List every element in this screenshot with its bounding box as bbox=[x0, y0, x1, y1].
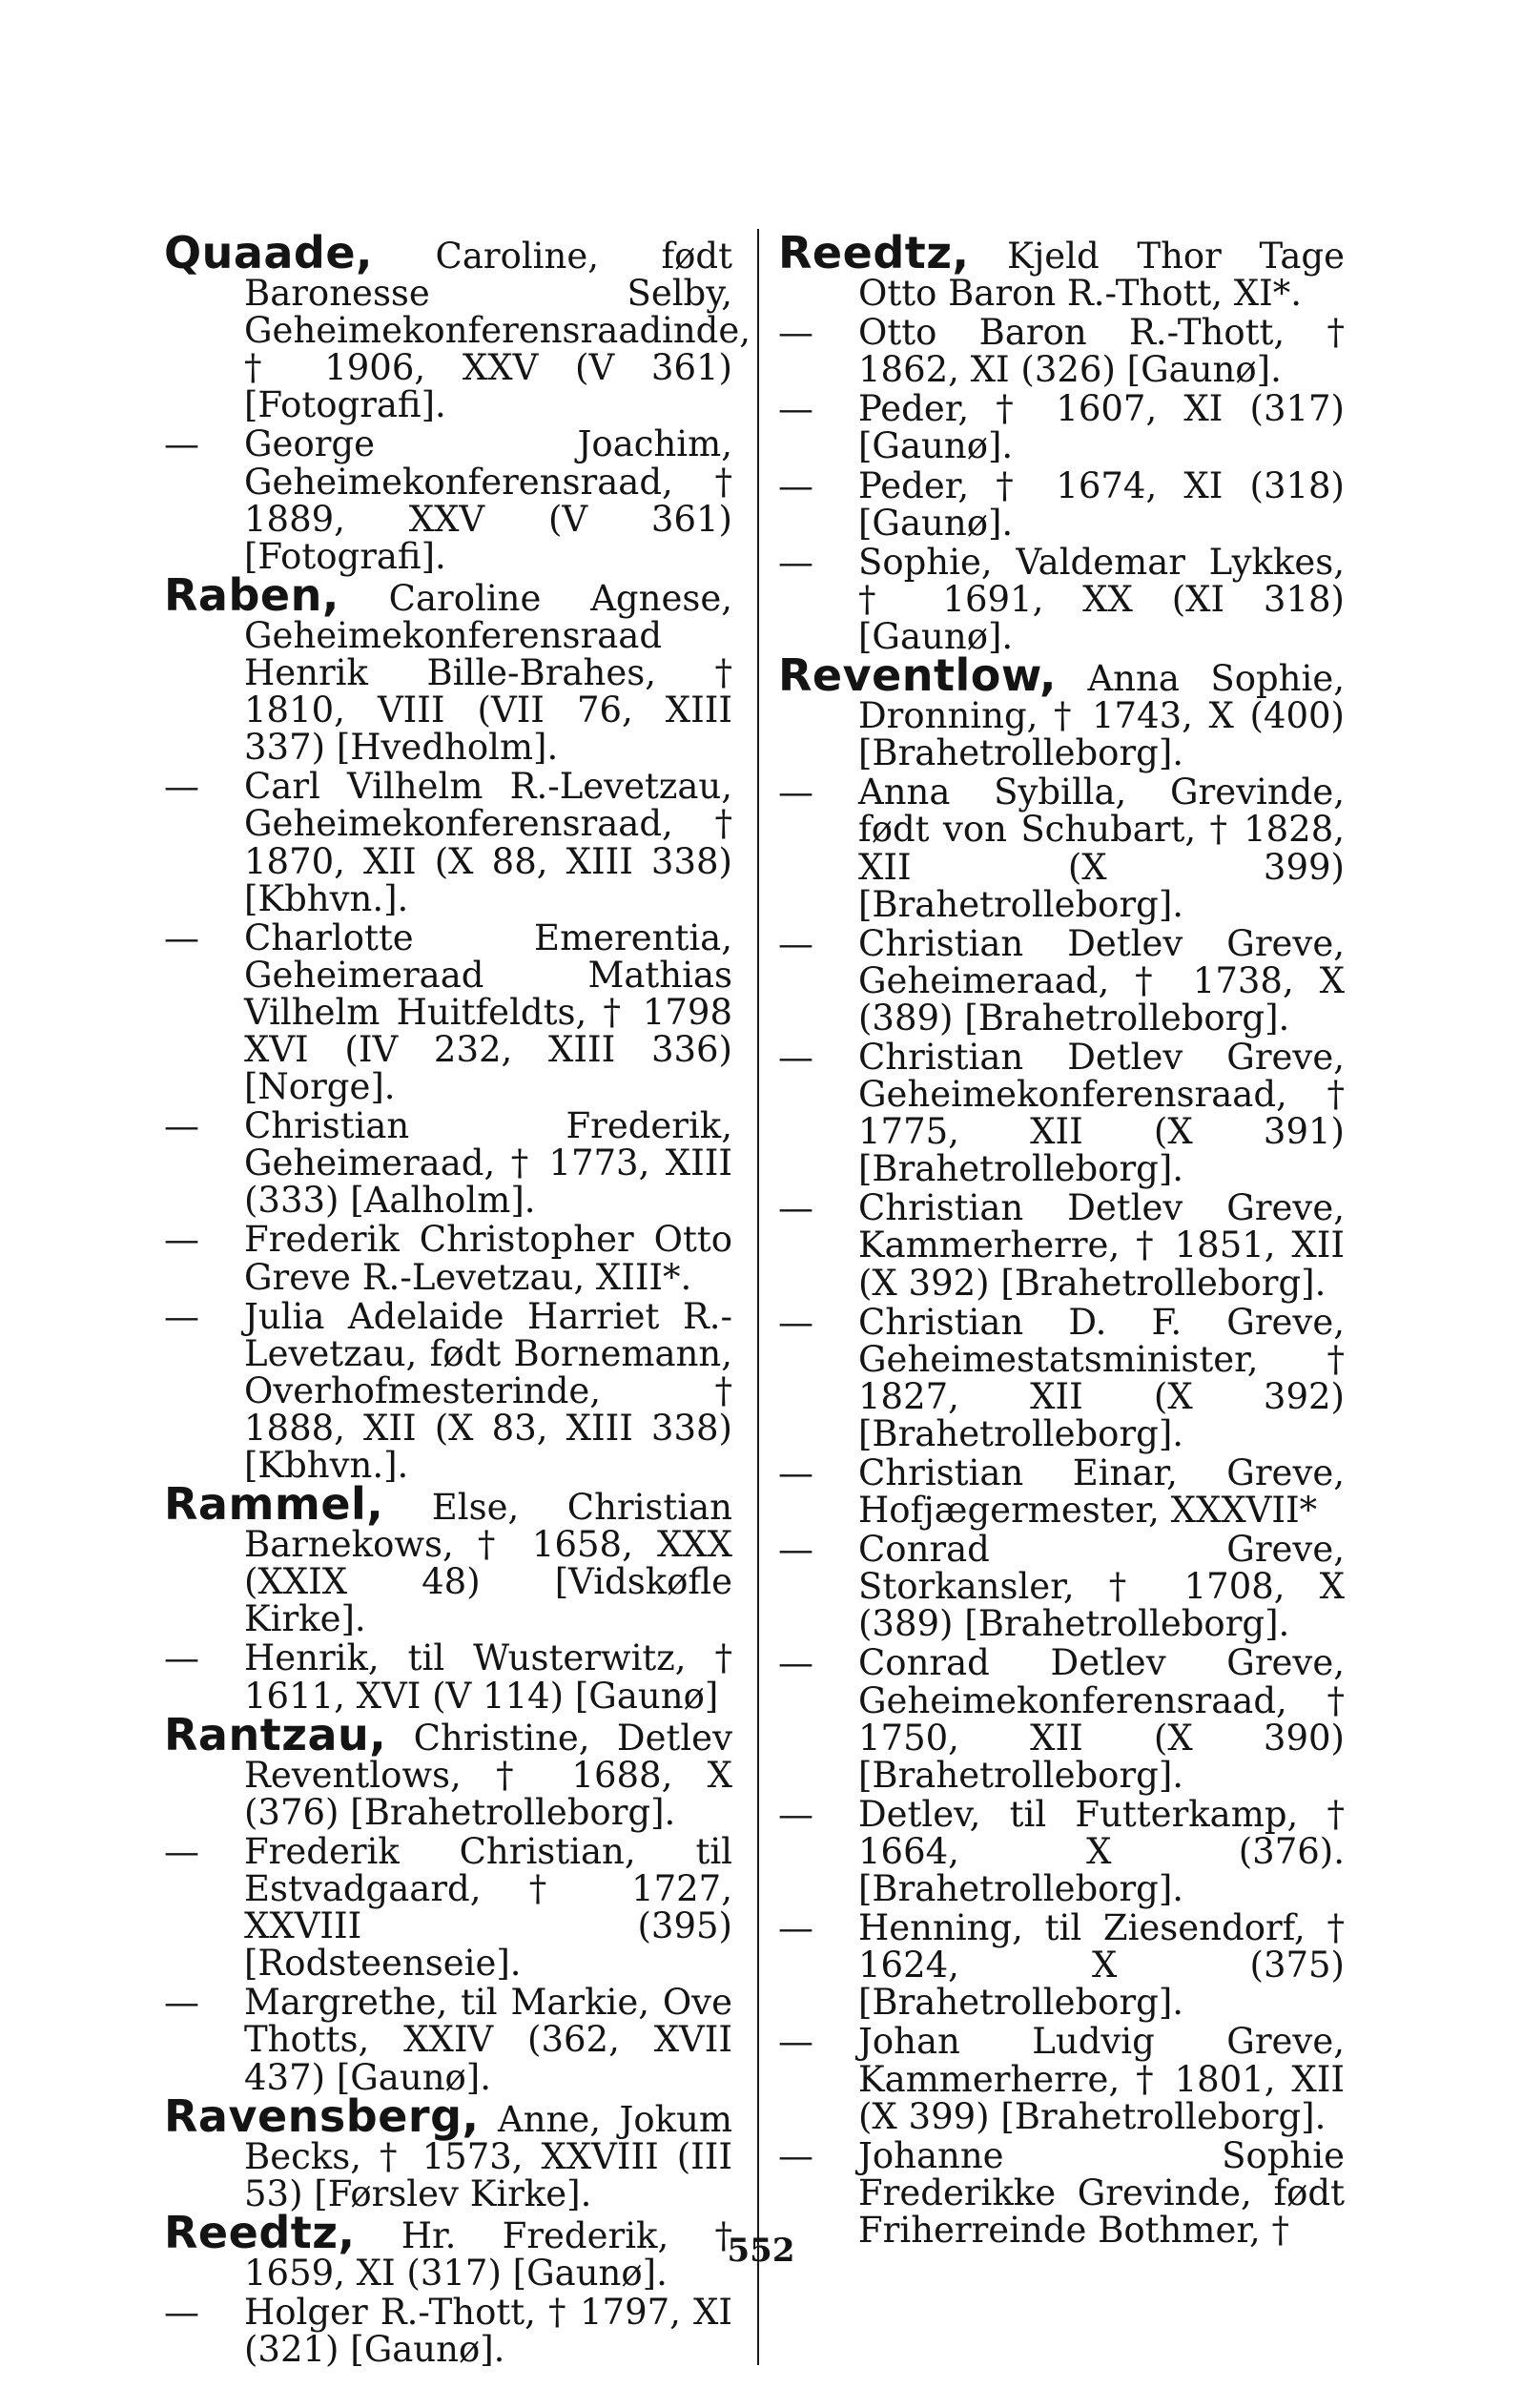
index-subentry bbox=[778, 1187, 1345, 1304]
index-subentry bbox=[778, 1793, 1345, 1910]
index-subentry bbox=[778, 312, 1345, 391]
entry-text: Anne, Jokum Becks, † 1573, XXVIII (III 53) [Førslev Kirke]. bbox=[244, 2098, 732, 2214]
entry-dash: — bbox=[164, 1637, 199, 1679]
page-number: 552 bbox=[727, 2232, 795, 2270]
entry-dash: — bbox=[778, 388, 813, 430]
index-entry bbox=[164, 568, 732, 769]
entry-text: Margrethe, til Markie, Ove Thotts, XXIV (362, XVII 437) [Gaunø]. bbox=[244, 1982, 732, 2098]
entry-text: Kjeld Thor Tage Otto Baron R.-Thott, XI*. bbox=[858, 236, 1345, 315]
entry-text: Henning, til Ziesendorf, † 1624, X (375) [Brahetrolleborg]. bbox=[858, 1907, 1345, 2024]
entry-dash: — bbox=[778, 1187, 813, 1229]
entry-text: Holger R.-Thott, † 1797, XI (321) [Gaunø]. bbox=[244, 2292, 732, 2371]
entry-dash: — bbox=[778, 2134, 813, 2176]
entry-text: Conrad Greve, Storkansler, † 1708, X (389) [Brahetrolleborg]. bbox=[858, 1529, 1345, 1645]
entry-dash: — bbox=[778, 1642, 813, 1684]
entry-text: Peder, † 1607, XI (317) [Gaunø]. bbox=[858, 388, 1345, 467]
entry-dash: — bbox=[778, 1529, 813, 1571]
entry-text: Carl Vilhelm R.-Levetzau, Geheimekonferensraad, † 1870, XII (X 88, XIII 338) [Kbhvn.]. bbox=[244, 766, 732, 919]
entry-text: Anna Sybilla, Grevinde, født von Schubart, † 1828, XII (X 399) [Brahetrolleborg]. bbox=[858, 772, 1345, 925]
entry-dash: — bbox=[164, 916, 199, 958]
entry-text: Anna Sophie, Dronning, † 1743, X (400) [Brahetrolleborg]. bbox=[858, 658, 1345, 774]
index-subentry bbox=[778, 1452, 1345, 1532]
index-subentry bbox=[164, 1982, 732, 2098]
index-subentry bbox=[778, 541, 1345, 657]
entry-text: Johan Ludvig Greve, Kammerherre, † 1801, XII (X 399) [Brahetrolleborg]. bbox=[858, 2021, 1345, 2137]
entry-text: Christian Detlev Greve, Geheimeraad, † 1738, X (389) [Brahetrolleborg]. bbox=[858, 922, 1345, 1039]
index-subentry bbox=[778, 388, 1345, 467]
entry-dash: — bbox=[164, 1830, 199, 1872]
entry-surname: Ravensberg, bbox=[164, 2089, 480, 2142]
entry-dash: — bbox=[164, 1219, 199, 1261]
entry-dash: — bbox=[164, 1982, 199, 2024]
entry-text: Christian Detlev Greve, Kammerherre, † 1851, XII (X 392) [Brahetrolleborg]. bbox=[858, 1187, 1345, 1304]
entry-dash: — bbox=[778, 541, 813, 583]
entry-text: Frederik Christopher Otto Greve R.-Levetzau, XIII*. bbox=[244, 1219, 732, 1298]
entry-dash: — bbox=[778, 312, 813, 354]
entry-dash: — bbox=[778, 922, 813, 964]
entry-text: Peder, † 1674, XI (318) [Gaunø]. bbox=[858, 464, 1345, 544]
index-entry bbox=[164, 2089, 732, 2214]
entry-dash: — bbox=[164, 766, 199, 808]
index-subentry bbox=[164, 1830, 732, 1985]
entry-dash: — bbox=[164, 1295, 199, 1337]
entry-surname: Reventlow, bbox=[778, 649, 1057, 702]
index-subentry bbox=[778, 1036, 1345, 1190]
index-subentry bbox=[164, 1295, 732, 1486]
index-entry bbox=[164, 1478, 732, 1640]
entry-surname: Quaade, bbox=[164, 227, 374, 278]
index-subentry bbox=[778, 922, 1345, 1039]
entry-text: Christian Einar, Greve, Hofjægermester, XXXVII* bbox=[858, 1452, 1345, 1532]
index-subentry bbox=[164, 423, 732, 577]
entry-surname: Reedtz, bbox=[164, 2206, 356, 2258]
entry-text: Henrik, til Wusterwitz, † 1611, XVI (V 114) [Gaunø] bbox=[244, 1637, 732, 1717]
entry-text: Detlev, til Futterkamp, † 1664, X (376). [Brahetrolleborg]. bbox=[858, 1793, 1345, 1910]
index-subentry bbox=[778, 2021, 1345, 2137]
index-subentry bbox=[778, 1529, 1345, 1645]
entry-text: Christine, Detlev Reventlows, † 1688, X (376) [Brahetrolleborg]. bbox=[244, 1717, 732, 1833]
entry-text: Charlotte Emerentia, Geheimeraad Mathias Vilhelm Huitfeldts, † 1798 XVI (IV 232, XIII 336) [Norge]. bbox=[244, 916, 732, 1108]
entry-dash: — bbox=[778, 2021, 813, 2063]
entry-surname: Rantzau, bbox=[164, 1708, 387, 1760]
entry-text: Otto Baron R.-Thott, † 1862, XI (326) [Gaunø]. bbox=[858, 312, 1345, 391]
entry-text: Julia Adelaide Harriet R.-Levetzau, født Bornemann, Overhofmesterinde, † 1888, XII (X 83, XIII 338) [Kbhvn.]. bbox=[244, 1295, 732, 1486]
entry-text: Johanne Sophie Frederikke Grevinde, født Friherreinde Bothmer, † bbox=[858, 2134, 1345, 2251]
entry-text: Conrad Detlev Greve, Geheimekonferensraad, † 1750, XII (X 390) [Brahetrolleborg]. bbox=[858, 1642, 1345, 1796]
entry-text: Christian Detlev Greve, Geheimekonferensraad, † 1775, XII (X 391) [Brahetrolleborg]. bbox=[858, 1036, 1345, 1190]
index-subentry bbox=[778, 464, 1345, 544]
index-subentry bbox=[164, 916, 732, 1108]
entry-text: George Joachim, Geheimekonferensraad, † 1889, XXV (V 361) [Fotografi]. bbox=[244, 423, 732, 577]
entry-dash: — bbox=[778, 1907, 813, 1949]
entry-surname: Rammel, bbox=[164, 1478, 384, 1531]
entry-text: Else, Christian Barnekows, † 1658, XXX (XXIX 48) [Vidskøfle Kirke]. bbox=[244, 1487, 732, 1640]
entry-dash: — bbox=[778, 1301, 813, 1343]
entry-dash: — bbox=[164, 1105, 199, 1147]
entry-text: Caroline, født Baronesse Selby, Geheimekonferensraadinde, † 1906, XXV (V 361) [Fotografi]. bbox=[244, 236, 751, 426]
index-subentry bbox=[164, 1637, 732, 1717]
entry-text: Sophie, Valdemar Lykkes, † 1691, XX (XI 318) [Gaunø]. bbox=[858, 541, 1345, 657]
entry-text: Frederik Christian, til Estvadgaard, † 1727, XXVIII (395) [Rodsteenseie]. bbox=[244, 1830, 732, 1985]
entry-text: Christian D. F. Greve, Geheimestatsminister, † 1827, XII (X 392) [Brahetrolleborg]. bbox=[858, 1301, 1345, 1454]
entry-dash: — bbox=[778, 1793, 813, 1835]
index-entry bbox=[778, 227, 1345, 315]
entry-text: Caroline Agnese, Geheimekonferensraad Henrik Bille-Brahes, † 1810, VIII (VII 76, XIII 337) [Hvedholm]. bbox=[244, 577, 732, 769]
right-column bbox=[778, 227, 1345, 2251]
index-subentry bbox=[164, 766, 732, 919]
left-column bbox=[164, 227, 751, 2371]
index-subentry bbox=[778, 772, 1345, 925]
entry-dash: — bbox=[778, 1036, 813, 1078]
column-divider bbox=[757, 229, 759, 2365]
entry-dash: — bbox=[778, 772, 813, 813]
entry-dash: — bbox=[164, 2292, 199, 2334]
entry-text: Hr. Frederik, † 1659, XI (317) [Gaunø]. bbox=[244, 2214, 732, 2294]
entry-surname: Raben, bbox=[164, 568, 339, 621]
entry-text: Christian Frederik, Geheimeraad, † 1773, XIII (333) [Aalholm]. bbox=[244, 1105, 732, 1222]
index-entry bbox=[778, 649, 1345, 774]
index-entry bbox=[164, 1708, 732, 1833]
index-subentry bbox=[778, 1907, 1345, 2024]
entry-dash: — bbox=[778, 464, 813, 506]
index-subentry bbox=[778, 1301, 1345, 1454]
index-entry bbox=[164, 227, 751, 426]
index-subentry bbox=[164, 1219, 732, 1298]
entry-surname: Reedtz, bbox=[778, 227, 970, 278]
entry-dash: — bbox=[778, 1452, 813, 1493]
index-subentry bbox=[164, 2292, 732, 2371]
entry-dash: — bbox=[164, 423, 199, 465]
index-subentry bbox=[164, 1105, 732, 1222]
index-subentry bbox=[778, 1642, 1345, 1796]
